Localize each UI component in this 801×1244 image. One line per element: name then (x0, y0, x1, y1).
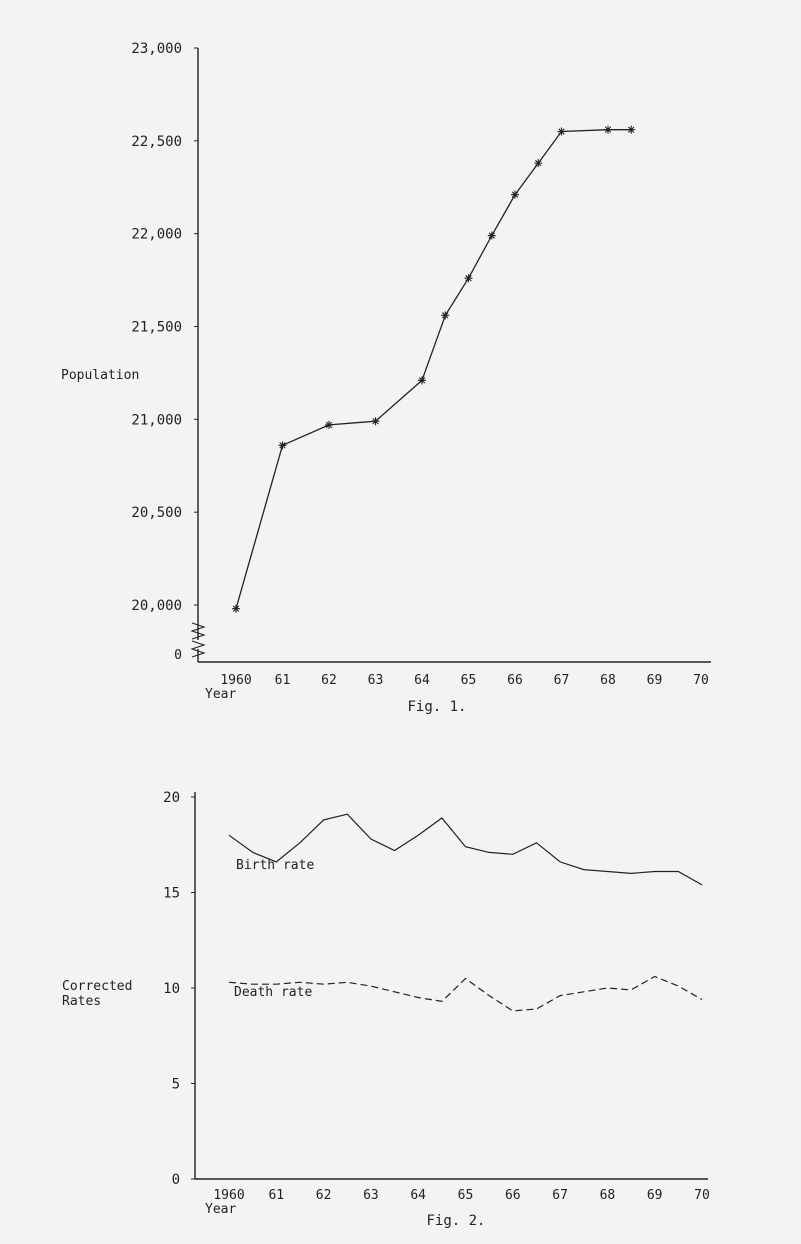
fig2-x-tick-label: 62 (315, 1188, 332, 1203)
fig1-x-tick-label: 62 (321, 673, 337, 688)
fig2-x-tick-label: 65 (457, 1188, 474, 1203)
fig2-x-tick-label: 68 (599, 1188, 616, 1203)
population-point (441, 311, 449, 319)
birth-rate-line (229, 814, 702, 885)
fig2-ylabel-line-2: Rates (62, 994, 102, 1009)
fig2-x-tick-label: 70 (694, 1188, 710, 1203)
fig1-y-tick-label: 21,500 (131, 319, 182, 336)
fig2-x-tick-label: 69 (646, 1188, 663, 1203)
population-point (627, 126, 635, 134)
fig2-x-tick-label: 66 (504, 1188, 521, 1203)
fig1-x-tick-label: 65 (460, 673, 477, 688)
fig2-ylabel-line-1: Corrected (62, 979, 133, 994)
fig1-y-tick-label: 22,000 (131, 226, 182, 243)
fig2-y-tick-label: 15 (163, 885, 180, 902)
fig2-x-tick-label: 1960 (213, 1188, 245, 1203)
fig1-y-tick-label: 0 (174, 648, 182, 663)
fig2-x-tick-label: 61 (268, 1188, 285, 1203)
fig2-ylabel (62, 979, 140, 1009)
fig1-x-tick-label: 61 (274, 673, 291, 688)
birth-rate-label: Birth rate (236, 858, 315, 873)
population-point (511, 191, 519, 199)
fig1-ylabel: Population (61, 368, 140, 383)
fig2-y-tick-label: 5 (171, 1076, 180, 1093)
fig2-x-tick-label: 64 (410, 1188, 427, 1203)
fig2-x-tick-label: 63 (363, 1188, 379, 1203)
population-point (418, 376, 426, 384)
fig1-caption: Fig. 1. (407, 699, 467, 715)
population-point (279, 441, 287, 449)
fig1-x-tick-label: 63 (367, 673, 384, 688)
population-line (236, 130, 631, 609)
fig2-caption: Fig. 2. (426, 1213, 486, 1229)
population-point (465, 274, 473, 282)
fig2-y-tick-label: 20 (163, 790, 180, 806)
fig1-y-tick-label: 21,000 (131, 412, 182, 429)
fig1-y-tick-label: 20,500 (131, 505, 182, 522)
fig1-y-tick-label: 20,000 (131, 598, 182, 614)
population-point (372, 417, 380, 425)
fig2-y-tick-label: 10 (163, 981, 180, 997)
population-point (534, 159, 542, 167)
fig1-x-tick-label: 64 (414, 673, 430, 688)
fig1-x-tick-label: 67 (553, 673, 570, 688)
fig1-x-tick-label: 66 (507, 673, 523, 688)
fig1-y-tick-label: 23,000 (131, 41, 182, 57)
fig1-x-tick-label: 70 (693, 673, 709, 688)
population-point (232, 605, 240, 613)
death-rate-label: Death rate (234, 985, 313, 1000)
fig1-x-tick-label: 1960 (220, 673, 252, 688)
fig2-xlabel: Year (205, 1202, 237, 1217)
fig1-y-tick-label: 22,500 (131, 133, 182, 150)
population-point (325, 421, 333, 429)
fig1-xlabel: Year (205, 687, 237, 702)
population-point (604, 126, 612, 134)
fig1-x-tick-label: 69 (646, 673, 663, 688)
fig2-y-tick-label: 0 (171, 1172, 180, 1188)
fig1-x-tick-label: 68 (600, 673, 616, 688)
population-point (488, 232, 496, 240)
fig2-x-tick-label: 67 (552, 1188, 568, 1203)
population-point (558, 128, 566, 136)
